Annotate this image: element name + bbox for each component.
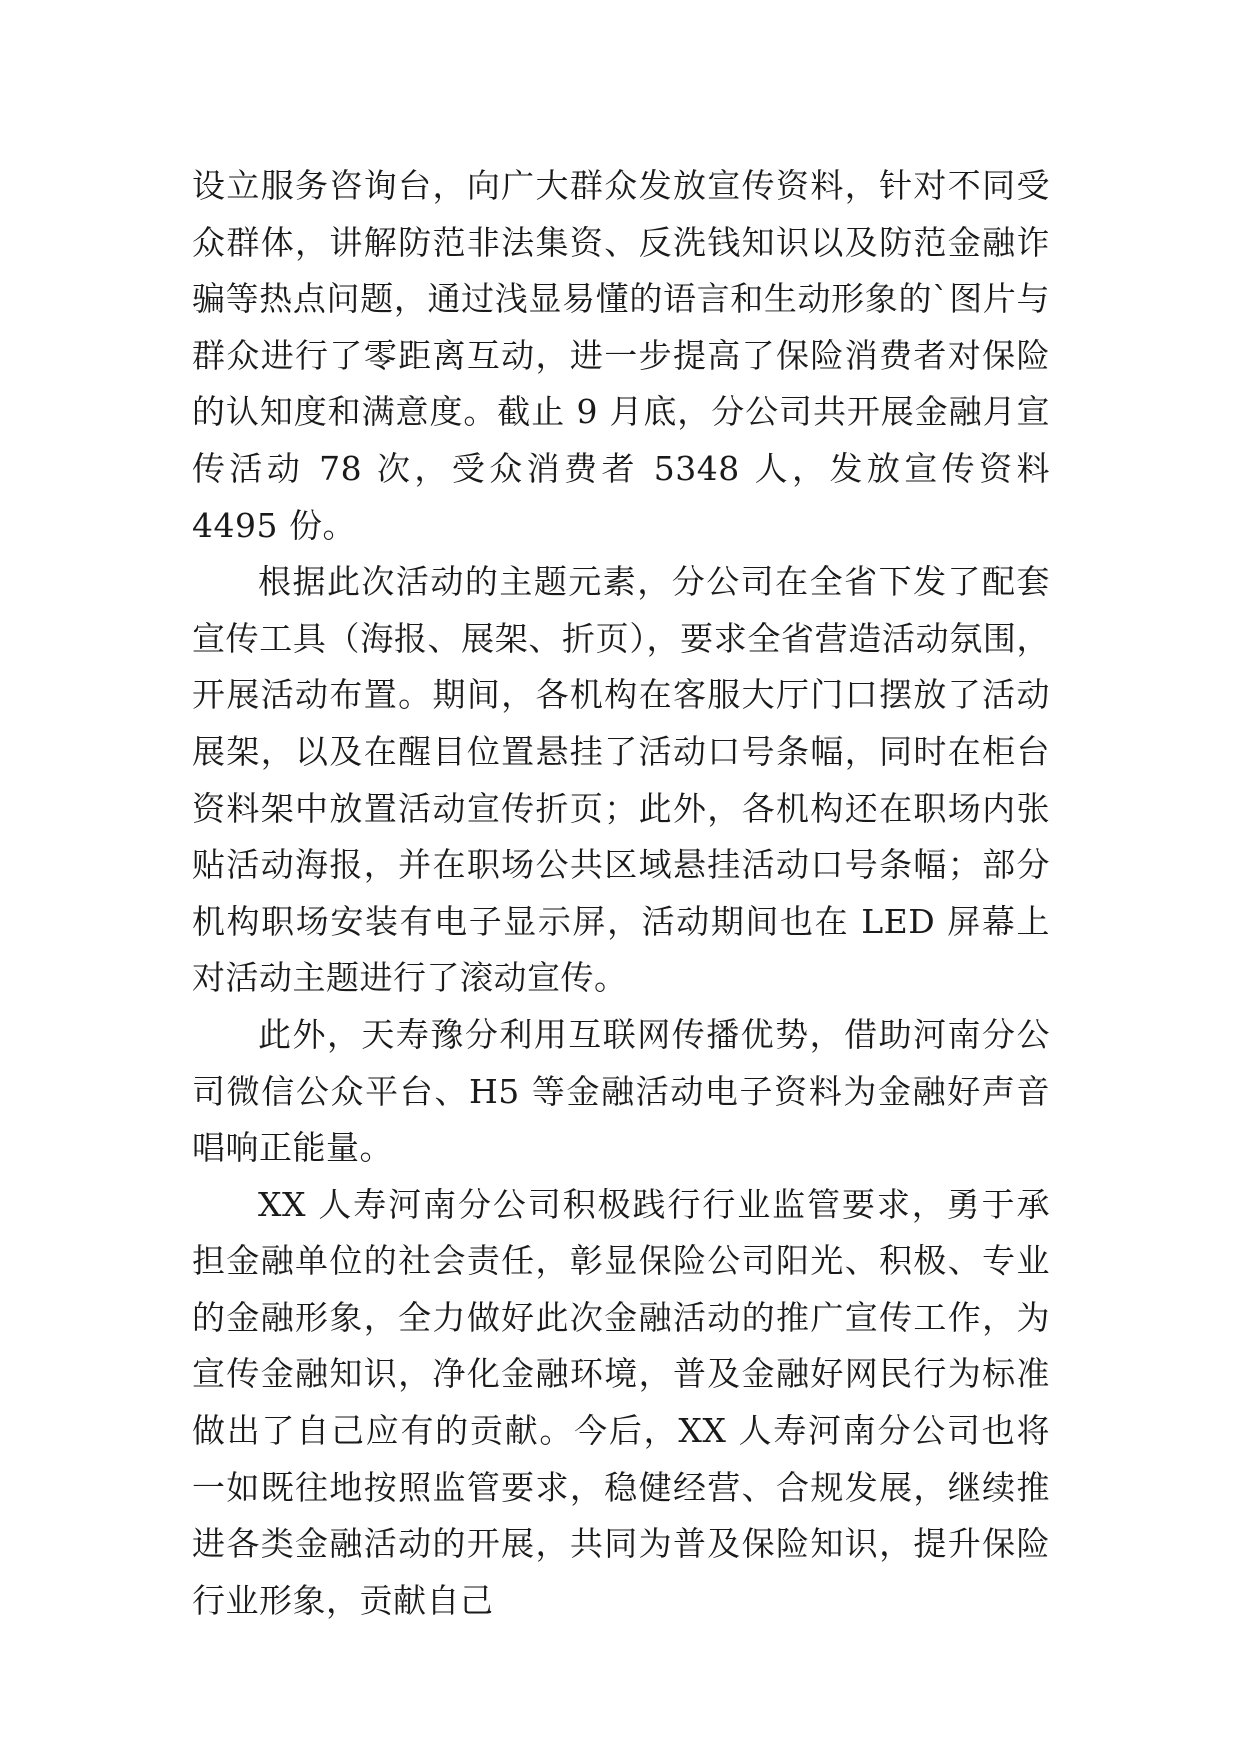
document-body [192,158,1050,1629]
paragraph-3: 此外，天寿豫分利用互联网传播优势，借助河南分公司微信公众平台、H5 等金融活动电子资料为金融好声音唱响正能量。 [192,1014,1050,1168]
paragraph-2: 根据此次活动的主题元素，分公司在全省下发了配套宣传工具（海报、展架、折页），要求全省营造活动氛围，开展活动布置。期间，各机构在客服大厅门口摆放了活动展架，以及在醒目位置悬挂了活动口号条幅，同时在柜台资料架中放置活动宣传折页；此外，各机构还在职场内张贴活动海报，并在职场公共区域悬挂活动口号条幅；部分机构职场安装有电子显示屏，活动期间也在 LED 屏幕上对活动主题进行了滚动宣传。 [192,562,1050,998]
paragraph-4: XX 人寿河南分公司积极践行行业监管要求，勇于承担金融单位的社会责任，彰显保险公司阳光、积极、专业的金融形象，全力做好此次金融活动的推广宣传工作，为宣传金融知识，净化金融环境，普及金融好网民行为标准做出了自己应有的贡献。今后，XX 人寿河南分公司也将一如既往地按照监管要求，稳健经营、合规发展，继续推进各类金融活动的开展，共同为普及保险知识，提升保险行业形象，贡献自己 [192,1184,1050,1620]
paragraph-1: 设立服务咨询台，向广大群众发放宣传资料，针对不同受众群体，讲解防范非法集资、反洗钱知识以及防范金融诈骗等热点问题，通过浅显易懂的语言和生动形象的`图片与群众进行了零距离互动，进一步提高了保险消费者对保险的认知度和满意度。截止 9 月底，分公司共开展金融月宣传活动 78 次，受众消费者 5348 人，发放宣传资料 4495 份。 [192,166,1050,545]
